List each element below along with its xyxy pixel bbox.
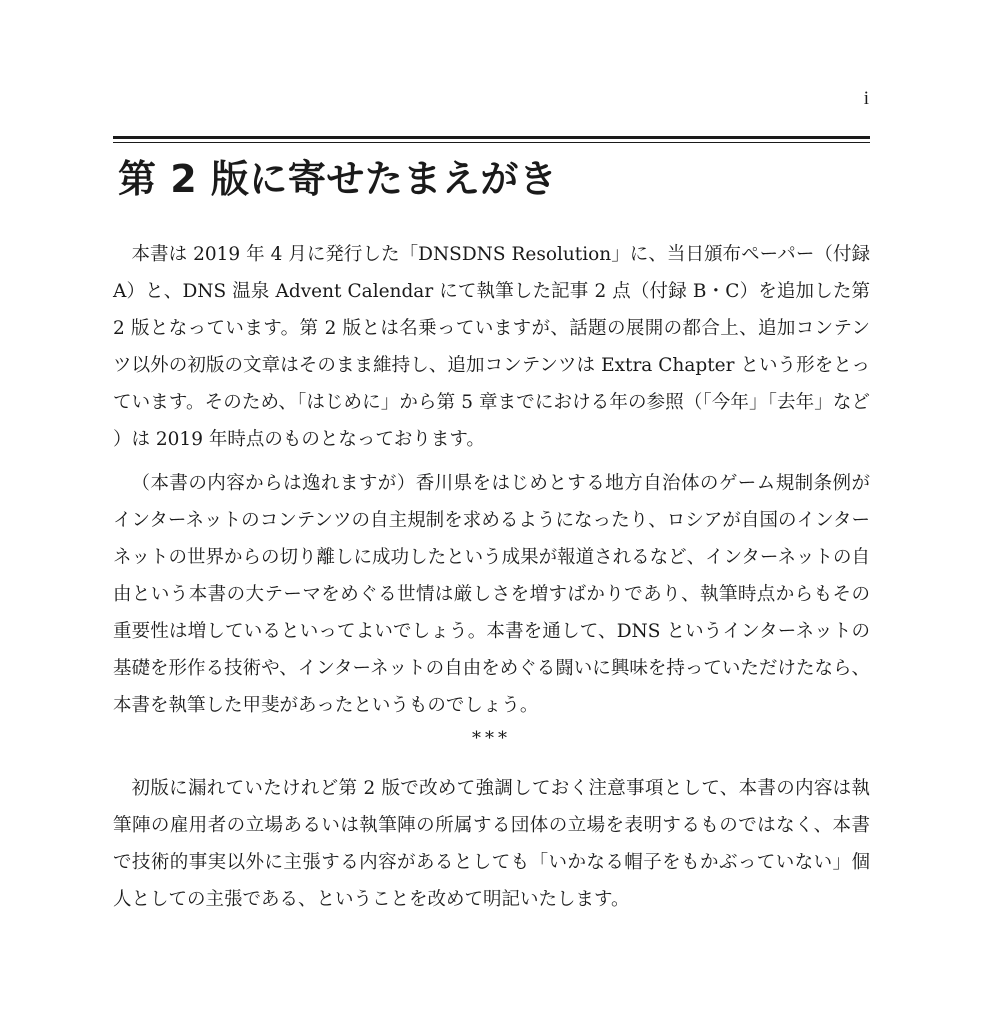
body-text xyxy=(113,236,870,918)
title-rule-thick xyxy=(113,136,870,139)
paragraph-2: （本書の内容からは逸れますが）香川県をはじめとする地方自治体のゲーム規制条例がインターネットのコンテンツの自主規制を求めるようになったり、ロシアが自国のインターネットの世界からの切り離しに成功したという成果が報道されるなど、インターネットの自由という本書の大テーマをめぐる世情は厳しさを増すばかりであり、執筆時点からもその重要性は増しているといってよいでしょう。本書を通して、DNS というインターネットの基礎を形作る技術や、インターネットの自由をめぐる闘いに興味を持っていただけたなら、本書を執筆した甲斐があったというものでしょう。 xyxy=(113,473,870,716)
paragraph-3: 初版に漏れていたけれど第 2 版で改めて強調しておく注意事項として、本書の内容は執筆陣の雇用者の立場あるいは執筆陣の所属する団体の立場を表明するものではなく、本書で技術的事実以外に主張する内容があるとしても「いかなる帽子をもかぶっていない」個人としての主張である、ということを改めて明記いたします。 xyxy=(113,778,870,910)
section-separator: *** xyxy=(472,728,511,749)
paragraph-1: 本書は 2019 年 4 月に発行した「DNSDNS Resolution」に、当日頒布ペーパー（付録 A）と、DNS 温泉 Advent Calendar にて執筆した記事 2 点（付録 B・C）を追加した第 2 版となっています。第 2 版とは名乗っていますが、話題の展開の都合上、追加コンテンツ以外の初版の文章はそのまま維持し、追加コンテンツは Extra Chapter という形をとっています。そのため、「はじめに」から第 5 章までにおける年の参照（「今年」「去年」など）は 2019 年時点のものとなっております。 xyxy=(113,244,870,450)
chapter-title: 第 2 版に寄せたまえがき xyxy=(118,157,558,201)
title-rule-thin xyxy=(113,142,870,143)
page-number: i xyxy=(863,88,869,109)
